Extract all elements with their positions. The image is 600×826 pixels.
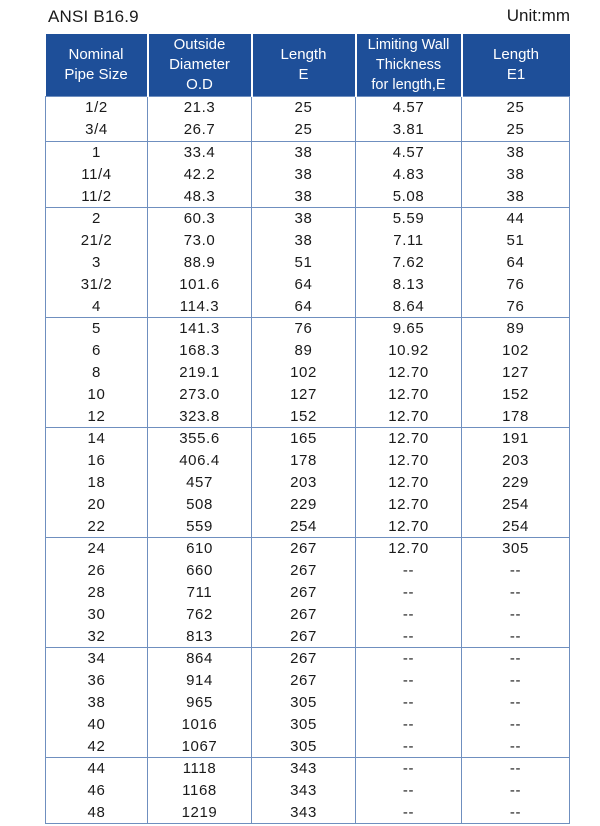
- col-length-e-cell: 343: [252, 757, 356, 779]
- table-row: [46, 97, 570, 119]
- col-length-e-cell: 38: [252, 141, 356, 163]
- header-line: Thickness: [375, 57, 442, 73]
- col-length-e1-cell: 44: [462, 207, 570, 229]
- col-outside-diameter-cell: 762: [148, 603, 252, 625]
- col-outside-diameter-cell: 33.4: [148, 141, 252, 163]
- col-limiting-wall-thickness-cell: 12.70: [356, 450, 462, 472]
- col-nominal-pipe-size-cell: 40: [46, 713, 148, 735]
- col-length-e-cell: 102: [252, 362, 356, 384]
- col-nominal-pipe-size-cell: 18: [46, 472, 148, 494]
- col-length-e-cell: 305: [252, 713, 356, 735]
- col-limiting-wall-thickness-cell: --: [356, 780, 462, 802]
- col-nominal-pipe-size-cell: 44: [46, 757, 148, 779]
- col-length-e1-cell: --: [462, 647, 570, 669]
- header-line: Pipe Size: [64, 66, 128, 83]
- col-outside-diameter-cell: 813: [148, 625, 252, 647]
- table-row: [46, 383, 570, 405]
- page-title: ANSI B16.9: [48, 7, 139, 26]
- col-outside-diameter-cell: 508: [148, 493, 252, 515]
- col-limiting-wall-thickness-cell: 7.62: [356, 252, 462, 274]
- col-outside-diameter-cell: 48.3: [148, 185, 252, 207]
- col-nominal-pipe-size-cell: 42: [46, 735, 148, 757]
- col-limiting-wall-thickness-cell: --: [356, 560, 462, 582]
- col-nominal-pipe-size-cell: 28: [46, 582, 148, 604]
- col-length-e-cell: 25: [252, 119, 356, 141]
- col-limiting-wall-thickness-cell: 3.81: [356, 119, 462, 141]
- col-length-e-cell: 38: [252, 230, 356, 252]
- col-outside-diameter-cell: 914: [148, 670, 252, 692]
- col-limiting-wall-thickness-cell: 12.70: [356, 405, 462, 427]
- col-length-e1-cell: 127: [462, 362, 570, 384]
- col-length-e1-cell: 38: [462, 185, 570, 207]
- col-nominal-pipe-size-cell: 20: [46, 493, 148, 515]
- col-limiting-wall-thickness-cell: --: [356, 735, 462, 757]
- table-row: [46, 625, 570, 647]
- col-outside-diameter-cell: 88.9: [148, 252, 252, 274]
- col-nominal-pipe-size-cell: 12: [46, 405, 148, 427]
- col-length-e1-cell: 254: [462, 515, 570, 537]
- table-row: [46, 317, 570, 339]
- col-outside-diameter-cell: 168.3: [148, 340, 252, 362]
- col-outside-diameter-cell: 406.4: [148, 450, 252, 472]
- col-length-e1-cell: --: [462, 670, 570, 692]
- table-row: [46, 273, 570, 295]
- header-line: Limiting Wall: [367, 37, 450, 53]
- col-length-e1-cell: 178: [462, 405, 570, 427]
- col-limiting-wall-thickness-cell: 12.70: [356, 515, 462, 537]
- col-length-e-cell: 76: [252, 317, 356, 339]
- header-line: O.D: [186, 76, 213, 93]
- col-limiting-wall-thickness-cell: 12.70: [356, 383, 462, 405]
- col-limiting-wall-thickness-cell: 10.92: [356, 340, 462, 362]
- header-line: Length: [493, 46, 539, 63]
- col-length-e-cell: 25: [252, 97, 356, 119]
- table-row: [46, 647, 570, 669]
- col-outside-diameter-cell: 1067: [148, 735, 252, 757]
- col-length-e-cell: 38: [252, 163, 356, 185]
- col-length-e1-cell: --: [462, 713, 570, 735]
- col-length-e1-cell: 38: [462, 163, 570, 185]
- header-line: Diameter: [169, 56, 230, 73]
- col-nominal-pipe-size-cell: 3/4: [46, 119, 148, 141]
- col-nominal-pipe-size-header: [46, 34, 148, 97]
- col-limiting-wall-thickness-header: [356, 34, 462, 97]
- header-line: Length: [280, 46, 327, 63]
- col-outside-diameter-cell: 273.0: [148, 383, 252, 405]
- header-line: for length,E: [371, 77, 446, 93]
- col-limiting-wall-thickness-cell: --: [356, 582, 462, 604]
- col-outside-diameter-cell: 610: [148, 537, 252, 559]
- col-outside-diameter-cell: 323.8: [148, 405, 252, 427]
- table-row: [46, 163, 570, 185]
- col-length-e-cell: 64: [252, 273, 356, 295]
- col-limiting-wall-thickness-cell: 12.70: [356, 472, 462, 494]
- table-row: [46, 141, 570, 163]
- col-length-e-cell: 267: [252, 560, 356, 582]
- table-row: [46, 230, 570, 252]
- col-outside-diameter-cell: 559: [148, 515, 252, 537]
- col-length-e-cell: 267: [252, 647, 356, 669]
- col-limiting-wall-thickness-cell: --: [356, 692, 462, 714]
- table-row: [46, 340, 570, 362]
- col-nominal-pipe-size-cell: 6: [46, 340, 148, 362]
- col-outside-diameter-header: [148, 34, 252, 97]
- col-outside-diameter-cell: 219.1: [148, 362, 252, 384]
- col-nominal-pipe-size-cell: 26: [46, 560, 148, 582]
- col-outside-diameter-cell: 1016: [148, 713, 252, 735]
- col-outside-diameter-cell: 1118: [148, 757, 252, 779]
- table-row: [46, 450, 570, 472]
- col-length-e-cell: 89: [252, 340, 356, 362]
- col-limiting-wall-thickness-cell: 5.08: [356, 185, 462, 207]
- col-length-e1-cell: 38: [462, 141, 570, 163]
- col-length-e-cell: 38: [252, 207, 356, 229]
- col-length-e-cell: 267: [252, 537, 356, 559]
- header-line: E1: [506, 66, 526, 83]
- dimensions-table: [45, 34, 570, 824]
- col-length-e1-cell: 305: [462, 537, 570, 559]
- col-length-e1-cell: 51: [462, 230, 570, 252]
- col-limiting-wall-thickness-cell: 8.64: [356, 295, 462, 317]
- col-outside-diameter-cell: 355.6: [148, 427, 252, 449]
- col-nominal-pipe-size-cell: 11/4: [46, 163, 148, 185]
- col-nominal-pipe-size-cell: 31/2: [46, 273, 148, 295]
- col-limiting-wall-thickness-cell: --: [356, 647, 462, 669]
- col-limiting-wall-thickness-cell: 12.70: [356, 427, 462, 449]
- col-length-e1-cell: --: [462, 560, 570, 582]
- col-limiting-wall-thickness-cell: 12.70: [356, 537, 462, 559]
- col-limiting-wall-thickness-cell: 12.70: [356, 493, 462, 515]
- table-row: [46, 493, 570, 515]
- col-nominal-pipe-size-cell: 48: [46, 802, 148, 824]
- table-row: [46, 405, 570, 427]
- col-nominal-pipe-size-cell: 32: [46, 625, 148, 647]
- header-line: E: [298, 66, 309, 83]
- col-length-e-cell: 305: [252, 692, 356, 714]
- col-length-e1-cell: 25: [462, 119, 570, 141]
- col-length-e-cell: 267: [252, 603, 356, 625]
- table-row: [46, 757, 570, 779]
- col-outside-diameter-cell: 101.6: [148, 273, 252, 295]
- table-row: [46, 802, 570, 824]
- col-length-e-cell: 178: [252, 450, 356, 472]
- table-row: [46, 362, 570, 384]
- col-outside-diameter-cell: 660: [148, 560, 252, 582]
- col-length-e1-cell: --: [462, 757, 570, 779]
- col-length-e1-cell: 64: [462, 252, 570, 274]
- col-length-e-cell: 127: [252, 383, 356, 405]
- col-limiting-wall-thickness-cell: 12.70: [356, 362, 462, 384]
- col-length-e-cell: 267: [252, 625, 356, 647]
- table-row: [46, 537, 570, 559]
- col-length-e-header: [252, 34, 356, 97]
- col-length-e-cell: 305: [252, 735, 356, 757]
- col-outside-diameter-cell: 1219: [148, 802, 252, 824]
- col-outside-diameter-cell: 60.3: [148, 207, 252, 229]
- col-length-e-cell: 267: [252, 582, 356, 604]
- col-length-e1-cell: --: [462, 735, 570, 757]
- col-nominal-pipe-size-cell: 34: [46, 647, 148, 669]
- table-header-row: [46, 34, 570, 97]
- col-outside-diameter-cell: 21.3: [148, 97, 252, 119]
- col-length-e1-header: [462, 34, 570, 97]
- col-nominal-pipe-size-cell: 36: [46, 670, 148, 692]
- table-row: [46, 582, 570, 604]
- col-length-e-cell: 152: [252, 405, 356, 427]
- table-row: [46, 603, 570, 625]
- col-length-e1-cell: --: [462, 625, 570, 647]
- col-length-e-cell: 38: [252, 185, 356, 207]
- col-limiting-wall-thickness-cell: 8.13: [356, 273, 462, 295]
- col-length-e-cell: 229: [252, 493, 356, 515]
- col-limiting-wall-thickness-cell: 7.11: [356, 230, 462, 252]
- col-length-e1-cell: 203: [462, 450, 570, 472]
- col-outside-diameter-cell: 711: [148, 582, 252, 604]
- table-row: [46, 427, 570, 449]
- col-nominal-pipe-size-cell: 1: [46, 141, 148, 163]
- col-limiting-wall-thickness-cell: 4.83: [356, 163, 462, 185]
- col-outside-diameter-cell: 26.7: [148, 119, 252, 141]
- unit-label: Unit:mm: [506, 6, 570, 25]
- col-outside-diameter-cell: 114.3: [148, 295, 252, 317]
- col-outside-diameter-cell: 965: [148, 692, 252, 714]
- table-body: [46, 97, 570, 824]
- col-outside-diameter-cell: 1168: [148, 780, 252, 802]
- col-length-e-cell: 64: [252, 295, 356, 317]
- col-nominal-pipe-size-cell: 4: [46, 295, 148, 317]
- col-length-e1-cell: --: [462, 802, 570, 824]
- col-limiting-wall-thickness-cell: --: [356, 625, 462, 647]
- table-row: [46, 780, 570, 802]
- col-limiting-wall-thickness-cell: --: [356, 603, 462, 625]
- col-nominal-pipe-size-cell: 16: [46, 450, 148, 472]
- header-line: Nominal: [68, 46, 124, 63]
- table-row: [46, 692, 570, 714]
- col-length-e-cell: 203: [252, 472, 356, 494]
- table-row: [46, 472, 570, 494]
- table-row: [46, 560, 570, 582]
- col-length-e-cell: 165: [252, 427, 356, 449]
- col-limiting-wall-thickness-cell: --: [356, 802, 462, 824]
- col-nominal-pipe-size-cell: 46: [46, 780, 148, 802]
- col-limiting-wall-thickness-cell: --: [356, 757, 462, 779]
- col-length-e1-cell: --: [462, 582, 570, 604]
- col-length-e1-cell: 191: [462, 427, 570, 449]
- col-outside-diameter-cell: 864: [148, 647, 252, 669]
- col-nominal-pipe-size-cell: 8: [46, 362, 148, 384]
- col-length-e-cell: 343: [252, 802, 356, 824]
- table-row: [46, 713, 570, 735]
- table-row: [46, 515, 570, 537]
- col-limiting-wall-thickness-cell: 5.59: [356, 207, 462, 229]
- col-nominal-pipe-size-cell: 10: [46, 383, 148, 405]
- col-nominal-pipe-size-cell: 38: [46, 692, 148, 714]
- col-length-e-cell: 254: [252, 515, 356, 537]
- col-limiting-wall-thickness-cell: 4.57: [356, 97, 462, 119]
- col-length-e1-cell: 229: [462, 472, 570, 494]
- col-length-e1-cell: 102: [462, 340, 570, 362]
- col-outside-diameter-cell: 73.0: [148, 230, 252, 252]
- col-length-e-cell: 267: [252, 670, 356, 692]
- col-length-e1-cell: 25: [462, 97, 570, 119]
- col-nominal-pipe-size-cell: 24: [46, 537, 148, 559]
- table-row: [46, 185, 570, 207]
- col-nominal-pipe-size-cell: 21/2: [46, 230, 148, 252]
- table-row: [46, 670, 570, 692]
- col-length-e1-cell: 152: [462, 383, 570, 405]
- col-length-e1-cell: --: [462, 692, 570, 714]
- table-row: [46, 119, 570, 141]
- col-length-e1-cell: 76: [462, 295, 570, 317]
- col-length-e-cell: 343: [252, 780, 356, 802]
- col-outside-diameter-cell: 141.3: [148, 317, 252, 339]
- col-outside-diameter-cell: 42.2: [148, 163, 252, 185]
- header-line: Outside: [173, 36, 226, 53]
- col-limiting-wall-thickness-cell: 4.57: [356, 141, 462, 163]
- col-nominal-pipe-size-cell: 3: [46, 252, 148, 274]
- col-limiting-wall-thickness-cell: --: [356, 713, 462, 735]
- table-row: [46, 207, 570, 229]
- col-length-e1-cell: 76: [462, 273, 570, 295]
- col-nominal-pipe-size-cell: 30: [46, 603, 148, 625]
- col-length-e1-cell: --: [462, 780, 570, 802]
- col-length-e1-cell: --: [462, 603, 570, 625]
- col-nominal-pipe-size-cell: 22: [46, 515, 148, 537]
- col-limiting-wall-thickness-cell: 9.65: [356, 317, 462, 339]
- table-row: [46, 735, 570, 757]
- col-nominal-pipe-size-cell: 2: [46, 207, 148, 229]
- col-nominal-pipe-size-cell: 1/2: [46, 97, 148, 119]
- table-row: [46, 295, 570, 317]
- col-outside-diameter-cell: 457: [148, 472, 252, 494]
- col-length-e-cell: 51: [252, 252, 356, 274]
- col-nominal-pipe-size-cell: 14: [46, 427, 148, 449]
- table-row: [46, 252, 570, 274]
- col-length-e1-cell: 89: [462, 317, 570, 339]
- col-limiting-wall-thickness-cell: --: [356, 670, 462, 692]
- col-nominal-pipe-size-cell: 5: [46, 317, 148, 339]
- col-length-e1-cell: 254: [462, 493, 570, 515]
- col-nominal-pipe-size-cell: 11/2: [46, 185, 148, 207]
